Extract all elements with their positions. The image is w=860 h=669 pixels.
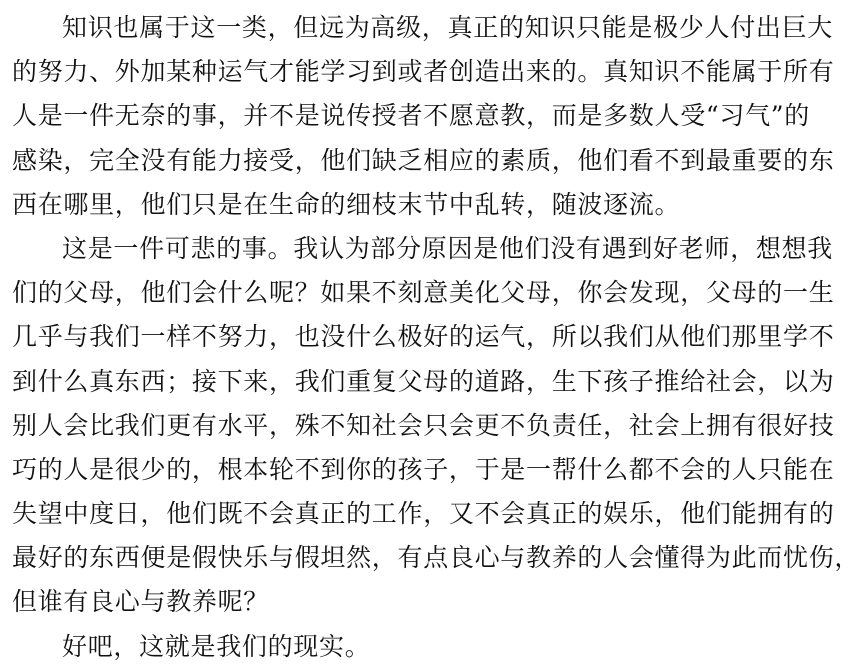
paragraph-reality — [12, 625, 729, 669]
text-line: 几乎与我们一样不努力，也没什么极好的运气，所以我们从他们那里学不 — [12, 322, 835, 352]
text-line: 巧的人是很少的，根本轮不到你的孩子，于是一帮什么都不会的人只能在 — [12, 454, 835, 484]
text-line: 但谁有良心与教养呢？ — [12, 587, 270, 617]
text-line: 的努力、外加某种运气才能学习到或者创造出来的。真知识不能属于所有 — [12, 57, 835, 87]
text-line: 知识也属于这一类，但远为高级，真正的知识只能是极少人付出巨大 — [62, 13, 834, 42]
text-line: 们的父母，他们会什么呢？如果不刻意美化父母，你会发现，父母的一生 — [12, 278, 835, 308]
text-line: 失望中度日，他们既不会真正的工作，又不会真正的娱乐，他们能拥有的 — [12, 499, 835, 529]
text-line: 别人会比我们更有水平，殊不知社会只会更不负责任，社会上拥有很好技 — [12, 410, 835, 440]
text-line: 这是一件可悲的事。我认为部分原因是他们没有遇到好老师，想想我 — [62, 233, 834, 263]
text-line: 到什么真东西；接下来，我们重复父母的道路，生下孩子推给社会，以为 — [12, 366, 835, 396]
text-line: 感染，完全没有能力接受，他们缺乏相应的素质，他们看不到最重要的东 — [12, 145, 835, 175]
paragraph-knowledge — [12, 6, 835, 227]
paragraph-sad-thing — [12, 227, 860, 625]
text-line: 人是一件无奈的事，并不是说传授者不愿意教，而是多数人受“习气”的 — [12, 101, 810, 131]
text-line: 西在哪里，他们只是在生命的细枝末节中乱转，随波逐流。 — [12, 189, 681, 219]
text-line: 好吧，这就是我们的现实。 — [62, 631, 371, 661]
text-line: 最好的东西便是假快乐与假坦然，有点良心与教养的人会懂得为此而忧伤， — [12, 543, 860, 573]
